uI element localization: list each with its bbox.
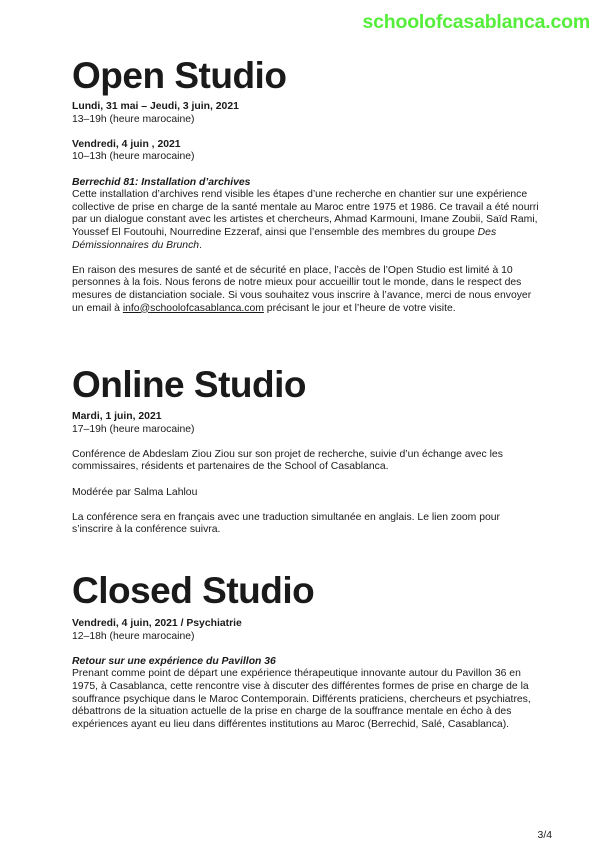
closed-studio-description: Prenant comme point de départ une expérience thérapeutique innovante autour du Pavillon 36 en 1975, à Casablanca, cette rencontre vise à discuter des différentes formes de prise en charge de la souffrance psychique dans le Maroc Contemporain. Différents praticiens, chercheurs et psychiatres, débattrons de la situation actuelle de la prise en charge de la souffrance mentale en écho à des expériences ayant eu lieu dans différentes institutions au Maroc (Berrechid, Salé, Casablanca). — [72, 668, 531, 730]
open-studio-desc-end: . — [199, 239, 202, 251]
open-studio-date-2: Vendredi, 4 juin , 2021 — [72, 138, 181, 150]
open-studio-date-1: Lundi, 31 mai – Jeudi, 3 juin, 2021 — [72, 101, 239, 112]
open-studio-time-2: 10–13h (heure marocaine) — [72, 151, 195, 163]
online-studio-section — [72, 411, 542, 537]
online-studio-moderator: Modérée par Salma Lahlou — [72, 486, 198, 498]
page-number: 3/4 — [537, 830, 552, 841]
open-studio-group-name: Des Démissionnaires du Brunch — [72, 226, 497, 251]
online-studio-date: Mardi, 1 juin, 2021 — [72, 411, 162, 422]
online-studio-description: Conférence de Abdeslam Ziou Ziou sur son projet de recherche, suivie d’un échange avec les commissaires, résidents et partenaires de the School of Casablanca. — [72, 448, 503, 473]
online-studio-time: 17–19h (heure marocaine) — [72, 423, 195, 435]
online-studio-language-note: La conférence sera en français avec une traduction simultanée en anglais. Le lien zoom pour s’inscrire à la conférence suivra. — [72, 511, 501, 536]
open-studio-notice-end: précisant le jour et l’heure de votre visite. — [263, 302, 456, 314]
open-studio-desc-text: Cette installation d’archives rend visible les étapes d’une recherche en chantier sur une expérience collective de prise en charge de la santé mentale au Maroc entre 1975 et 1986. Ce travail a été nourri par un dialogue constant avec les artistes et chercheurs, Ahmad Karmouni, Imane Zoubii, Saïd Rami, Youssef El Foutouhi, Nourredine Ezzeraf, ainsi que l’ensemble des membres du groupe — [72, 189, 539, 238]
closed-studio-title: Closed Studio — [72, 570, 315, 611]
open-studio-section — [72, 101, 542, 315]
closed-studio-project-title: Retour sur une expérience du Pavillon 36 — [72, 655, 276, 667]
open-studio-time-1: 13–19h (heure marocaine) — [72, 113, 195, 125]
closed-studio-section — [72, 618, 542, 731]
open-studio-project-title: Berrechid 81: Installation d’archives — [72, 176, 251, 188]
closed-studio-date: Vendredi, 4 juin, 2021 / Psychiatrie — [72, 618, 242, 629]
closed-studio-time: 12–18h (heure marocaine) — [72, 630, 195, 642]
open-studio-title: Open Studio — [72, 55, 287, 96]
open-studio-notice — [72, 265, 542, 315]
site-name-link[interactable]: schoolofcasablanca.com — [362, 11, 590, 33]
open-studio-description — [72, 189, 542, 252]
open-studio-notice-text: En raison des mesures de santé et de sécurité en place, l’accès de l’Open Studio est limité à 10 personnes à la fois. Nous ferons de notre mieux pour accueillir tout le monde, dans le respect des mesures de distanciation sociale. Si vous souhaitez vous inscrire à l’avance, merci de nous envoyer un email à — [72, 264, 532, 314]
online-studio-title: Online Studio — [72, 364, 306, 405]
contact-email-link[interactable]: info@schoolofcasablanca.com — [122, 302, 264, 314]
